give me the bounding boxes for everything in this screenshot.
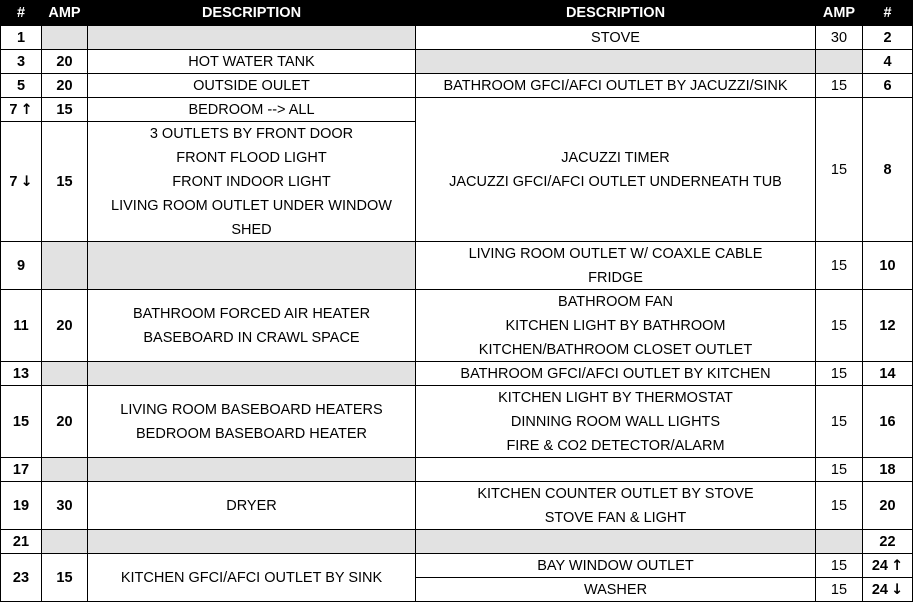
left-amp-cell xyxy=(42,554,88,602)
breaker-number: 7 xyxy=(9,173,18,190)
breaker-number: 6 xyxy=(883,77,892,94)
right-amp-cell xyxy=(816,554,863,578)
circuit-description-line: FRONT INDOOR LIGHT xyxy=(172,173,331,190)
breaker-number: 22 xyxy=(879,533,896,550)
breaker-number: 7 xyxy=(9,101,18,118)
right-breaker-number-cell xyxy=(863,242,913,290)
header-num-right: # xyxy=(863,0,913,26)
arrow-down-icon: ↓ xyxy=(20,173,33,190)
breaker-number: 21 xyxy=(12,533,30,550)
right-amp-cell xyxy=(816,98,863,242)
right-breaker-number-cell xyxy=(863,362,913,386)
amp-value: 20 xyxy=(56,53,73,70)
header-amp-right: AMP xyxy=(816,0,863,26)
amp-value: 20 xyxy=(56,317,73,334)
amp-value: 15 xyxy=(56,101,73,118)
breaker-number: 14 xyxy=(879,365,896,382)
right-amp-cell xyxy=(816,290,863,362)
circuit-description-line: KITCHEN GFCI/AFCI OUTLET BY SINK xyxy=(120,569,383,586)
circuit-description-line: DRYER xyxy=(226,497,277,514)
breaker-number: 18 xyxy=(879,461,896,478)
right-amp-cell xyxy=(816,362,863,386)
right-amp-cell xyxy=(816,386,863,458)
left-description-cell xyxy=(88,386,416,458)
left-description-cell xyxy=(88,482,416,530)
breaker-number: 5 xyxy=(16,77,26,94)
right-breaker-number-cell xyxy=(863,98,913,242)
right-description-cell xyxy=(416,458,816,482)
breaker-number: 16 xyxy=(879,413,896,430)
amp-value: 15 xyxy=(830,257,848,274)
left-description-cell xyxy=(88,98,416,122)
right-breaker-number-cell xyxy=(863,482,913,530)
left-breaker-number-cell xyxy=(0,554,42,602)
arrow-up-icon: ↑ xyxy=(890,557,904,574)
right-description-cell xyxy=(416,242,816,290)
right-description-cell xyxy=(416,530,816,554)
right-amp-cell xyxy=(816,74,863,98)
left-breaker-number-cell xyxy=(0,50,42,74)
left-amp-cell xyxy=(42,386,88,458)
breaker-number: 24 xyxy=(871,581,888,598)
amp-value: 15 xyxy=(830,365,848,382)
left-amp-cell xyxy=(42,290,88,362)
arrow-down-icon: ↓ xyxy=(890,581,904,598)
circuit-description-line: BASEBOARD IN CRAWL SPACE xyxy=(143,329,360,346)
circuit-description-line: SHED xyxy=(231,221,272,238)
left-breaker-number-cell xyxy=(0,74,42,98)
left-amp-cell xyxy=(42,482,88,530)
left-amp-cell xyxy=(42,122,88,242)
circuit-description-line: BEDROOM --> ALL xyxy=(188,101,315,118)
circuit-description-line: KITCHEN LIGHT BY THERMOSTAT xyxy=(498,389,733,406)
header-description-right: DESCRIPTION xyxy=(416,0,816,26)
amp-value: 20 xyxy=(56,413,73,430)
left-description-cell xyxy=(88,26,416,50)
right-amp-cell xyxy=(816,530,863,554)
circuit-description-line: FIRE & CO2 DETECTOR/ALARM xyxy=(506,437,725,454)
left-description-cell xyxy=(88,362,416,386)
amp-value: 15 xyxy=(830,413,848,430)
circuit-description-line: BAY WINDOW OUTLET xyxy=(537,557,694,574)
circuit-description-line: BATHROOM GFCI/AFCI OUTLET BY JACUZZI/SINK xyxy=(443,77,788,94)
left-breaker-number-cell xyxy=(0,530,42,554)
left-breaker-number-cell xyxy=(0,458,42,482)
left-breaker-number-cell xyxy=(0,26,42,50)
header-amp-left: AMP xyxy=(42,0,88,26)
left-description-cell xyxy=(88,530,416,554)
left-breaker-number-cell xyxy=(0,290,42,362)
left-amp-cell xyxy=(42,74,88,98)
right-description-cell xyxy=(416,50,816,74)
breaker-number: 13 xyxy=(12,365,30,382)
left-breaker-number-cell xyxy=(0,482,42,530)
amp-value: 15 xyxy=(830,497,848,514)
left-description-cell xyxy=(88,290,416,362)
right-breaker-number-cell xyxy=(863,386,913,458)
circuit-description-line: OUTSIDE OULET xyxy=(193,77,310,94)
circuit-description-line: STOVE FAN & LIGHT xyxy=(544,509,687,526)
amp-value: 30 xyxy=(56,497,73,514)
amp-value: 30 xyxy=(830,29,848,46)
circuit-description-line: BATHROOM FORCED AIR HEATER xyxy=(132,305,371,322)
right-amp-cell xyxy=(816,50,863,74)
breaker-number: 23 xyxy=(12,569,30,586)
left-amp-cell xyxy=(42,50,88,74)
right-amp-cell xyxy=(816,482,863,530)
right-description-cell xyxy=(416,578,816,602)
circuit-description-line: FRIDGE xyxy=(588,269,643,286)
left-description-cell xyxy=(88,242,416,290)
left-description-cell xyxy=(88,458,416,482)
left-description-cell xyxy=(88,74,416,98)
circuit-description-line: WASHER xyxy=(583,581,648,598)
breaker-number: 9 xyxy=(16,257,26,274)
left-breaker-number-cell xyxy=(0,98,42,122)
header-num-left: # xyxy=(0,0,42,26)
breaker-number: 3 xyxy=(16,53,26,70)
circuit-description-line: KITCHEN COUNTER OUTLET BY STOVE xyxy=(477,485,754,502)
circuit-description-line: STOVE xyxy=(591,29,640,46)
right-description-cell xyxy=(416,98,816,242)
left-description-cell xyxy=(88,50,416,74)
breaker-number: 24 xyxy=(871,557,888,574)
right-amp-cell xyxy=(816,458,863,482)
circuit-description-line: LIVING ROOM OUTLET UNDER WINDOW xyxy=(111,197,392,214)
right-description-cell xyxy=(416,554,816,578)
circuit-description-line: KITCHEN/BATHROOM CLOSET OUTLET xyxy=(478,341,753,358)
left-amp-cell xyxy=(42,458,88,482)
breaker-number: 12 xyxy=(879,317,896,334)
breaker-number: 1 xyxy=(16,29,26,46)
left-breaker-number-cell xyxy=(0,362,42,386)
circuit-description-line: HOT WATER TANK xyxy=(188,53,315,70)
amp-value: 15 xyxy=(830,77,848,94)
left-amp-cell xyxy=(42,530,88,554)
circuit-description-line: LIVING ROOM BASEBOARD HEATERS xyxy=(120,401,383,418)
left-amp-cell xyxy=(42,242,88,290)
left-amp-cell xyxy=(42,26,88,50)
left-breaker-number-cell xyxy=(0,122,42,242)
circuit-description-line: LIVING ROOM OUTLET W/ COAXLE CABLE xyxy=(468,245,763,262)
left-description-cell xyxy=(88,122,416,242)
circuit-description-line: BATHROOM GFCI/AFCI OUTLET BY KITCHEN xyxy=(460,365,771,382)
right-description-cell xyxy=(416,26,816,50)
amp-value: 20 xyxy=(56,77,73,94)
right-amp-cell xyxy=(816,26,863,50)
amp-value: 15 xyxy=(830,581,848,598)
circuit-description-line: KITCHEN LIGHT BY BATHROOM xyxy=(505,317,726,334)
breaker-number: 20 xyxy=(879,497,896,514)
left-description-cell xyxy=(88,554,416,602)
right-breaker-number-cell xyxy=(863,74,913,98)
right-breaker-number-cell xyxy=(863,578,913,602)
amp-value: 15 xyxy=(830,317,848,334)
circuit-description-line: FRONT FLOOD LIGHT xyxy=(176,149,327,166)
right-breaker-number-cell xyxy=(863,50,913,74)
right-breaker-number-cell xyxy=(863,26,913,50)
right-description-cell xyxy=(416,386,816,458)
right-description-cell xyxy=(416,482,816,530)
amp-value: 15 xyxy=(830,161,848,178)
left-amp-cell xyxy=(42,98,88,122)
header-description-left: DESCRIPTION xyxy=(88,0,416,26)
arrow-up-icon: ↑ xyxy=(20,101,33,118)
right-breaker-number-cell xyxy=(863,458,913,482)
right-amp-cell xyxy=(816,578,863,602)
right-description-cell xyxy=(416,74,816,98)
left-amp-cell xyxy=(42,362,88,386)
right-description-cell xyxy=(416,290,816,362)
breaker-number: 15 xyxy=(12,413,30,430)
left-breaker-number-cell xyxy=(0,386,42,458)
right-breaker-number-cell xyxy=(863,290,913,362)
right-amp-cell xyxy=(816,242,863,290)
circuit-description-line: BATHROOM FAN xyxy=(558,293,673,310)
breaker-number: 17 xyxy=(12,461,30,478)
right-description-cell xyxy=(416,362,816,386)
circuit-description-line: BEDROOM BASEBOARD HEATER xyxy=(136,425,367,442)
breaker-number: 10 xyxy=(879,257,896,274)
breaker-number: 2 xyxy=(883,29,892,46)
amp-value: 15 xyxy=(56,173,73,190)
breaker-number: 19 xyxy=(12,497,30,514)
amp-value: 15 xyxy=(830,461,848,478)
circuit-description-line: JACUZZI GFCI/AFCI OUTLET UNDERNEATH TUB xyxy=(449,173,782,190)
circuit-description-line: DINNING ROOM WALL LIGHTS xyxy=(510,413,721,430)
left-breaker-number-cell xyxy=(0,242,42,290)
breaker-number: 8 xyxy=(883,161,892,178)
right-breaker-number-cell xyxy=(863,554,913,578)
right-breaker-number-cell xyxy=(863,530,913,554)
circuit-description-line: JACUZZI TIMER xyxy=(561,149,670,166)
breaker-number: 11 xyxy=(13,317,29,334)
amp-value: 15 xyxy=(830,557,848,574)
circuit-description-line: 3 OUTLETS BY FRONT DOOR xyxy=(149,125,354,142)
amp-value: 15 xyxy=(56,569,73,586)
breaker-number: 4 xyxy=(883,53,892,70)
